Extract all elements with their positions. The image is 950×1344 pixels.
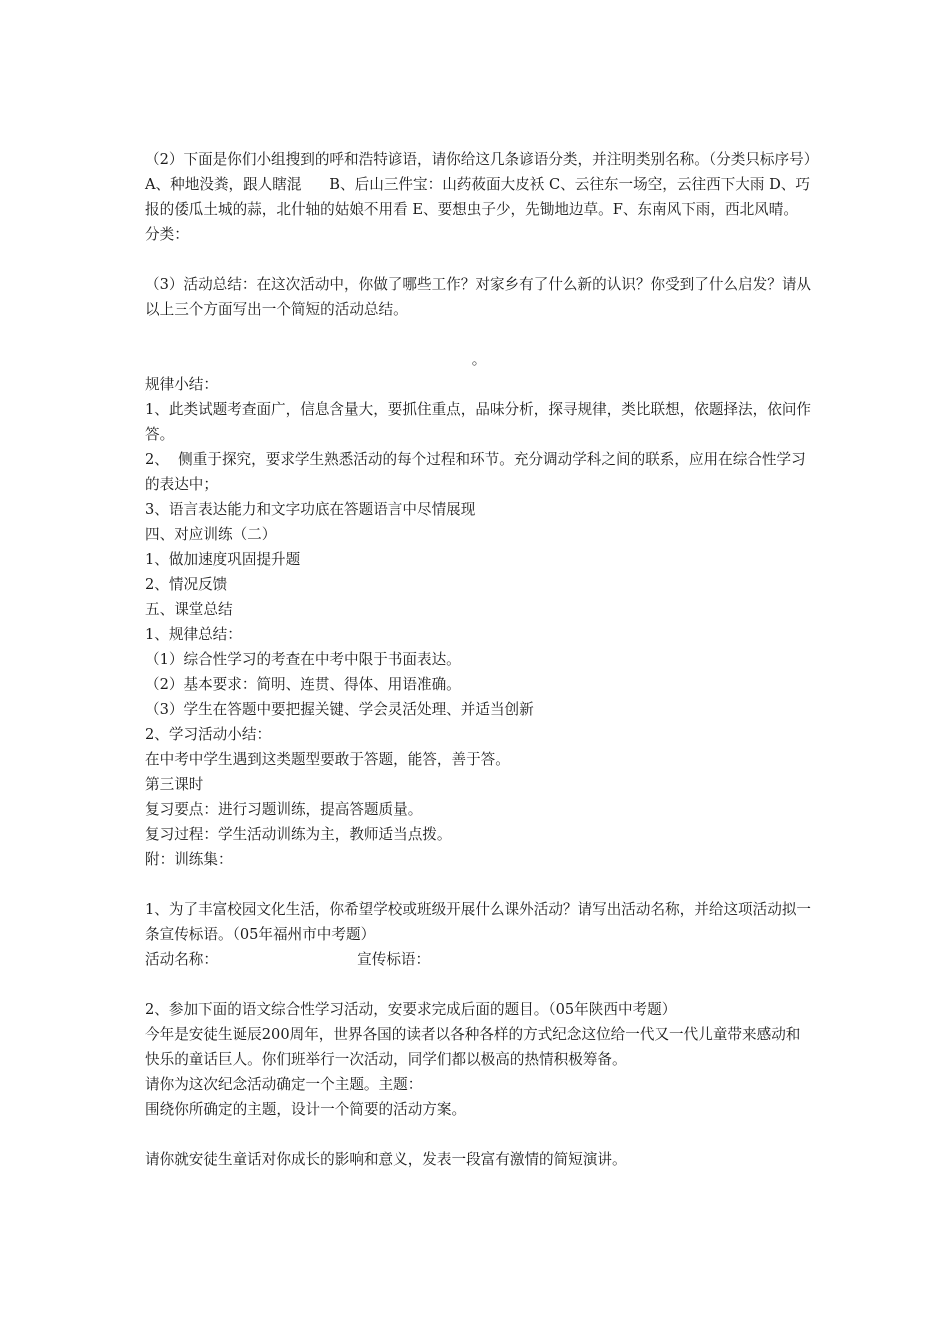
section-5-item-2-text: 在中考中学生遇到这类题型要敢于答题，能答，善于答。 [145, 751, 510, 768]
section-5-item-1: 1、规律总结： [145, 626, 242, 643]
blank-line [145, 1122, 813, 1147]
exercise-2-context: 今年是安徒生诞辰200周年，世界各国的读者以各种各样的方式纪念这位给一代又一代儿童带来感动和快乐的童话巨人。你们班举行一次活动，同学们都以极高的热情积极筹备。 [145, 1026, 801, 1068]
exercise-1: 1、为了丰富校园文化生活，你希望学校或班级开展什么课外活动？请写出活动名称，并给这项活动拟一条宣传标语。（05年福州市中考题） [145, 901, 812, 943]
section-5-sub-3: （3）学生在答题中要把握关键、学会灵活处理、并适当创新 [145, 701, 534, 718]
exercise-2-question-1: 请你为这次纪念活动确定一个主题。主题： [145, 1076, 423, 1093]
section-5-sub-1: （1）综合性学习的考查在中考中限于书面表达。 [145, 651, 461, 668]
exercise-2: 2、参加下面的语文综合性学习活动，安要求完成后面的题目。（05年陕西中考题） [145, 1001, 677, 1018]
exercise-1-fields: 活动名称： 宣传标语： [145, 951, 431, 968]
section-5-item-2: 2、学习活动小结： [145, 726, 272, 743]
review-process: 复习过程：学生活动训练为主，教师适当点拨。 [145, 826, 452, 843]
section-4-heading: 四、对应训练（二） [145, 526, 277, 543]
rule-summary-title: 规律小结： [145, 376, 218, 393]
rule-item-3: 3、语言表达能力和文字功底在答题语言中尽情展现 [145, 501, 476, 518]
exercise-2-question-3: 请你就安徒生童话对你成长的影响和意义，发表一段富有激情的简短演讲。 [145, 1151, 627, 1168]
blank-line [145, 872, 813, 897]
lesson-3-title: 第三课时 [145, 776, 204, 793]
blank-line [145, 247, 813, 272]
section-4-item-1: 1、做加速度巩固提升题 [145, 551, 301, 568]
section-5-sub-2: （2）基本要求：简明、连贯、得体、用语准确。 [145, 676, 461, 693]
rule-item-1: 1、此类试题考查面广，信息含量大，要抓住重点，品味分析，探寻规律，类比联想，依题择法，依问作答。 [145, 401, 812, 443]
question-2-intro: （2）下面是你们小组搜到的呼和浩特谚语，请你给这几条谚语分类，并注明类别名称。（分类只标序号） [145, 151, 819, 168]
blank-line [145, 322, 813, 347]
document-body [145, 147, 877, 1172]
appendix-heading: 附：训练集： [145, 851, 233, 868]
rule-item-2: 2、 侧重于探究，要求学生熟悉活动的每个过程和环节。充分调动学科之间的联系，应用在综合性学习的表达中； [145, 451, 806, 493]
question-3-summary: （3）活动总结：在这次活动中，你做了哪些工作？对家乡有了什么新的认识？你受到了什么启发？请从以上三个方面写出一个简短的活动总结。 [145, 276, 812, 318]
period-mark: 。 [471, 351, 487, 368]
section-5-heading: 五、课堂总结 [145, 601, 233, 618]
blank-line [145, 972, 813, 997]
section-4-item-2: 2、情况反馈 [145, 576, 228, 593]
exercise-2-question-2: 围绕你所确定的主题，设计一个简要的活动方案。 [145, 1101, 467, 1118]
question-2-options: A、种地没粪，跟人瞎混 B、后山三件宝：山药莜面大皮袄 C、云往东一场空，云往西下大雨 D、巧报的倭瓜土城的蒜，北什轴的姑娘不用看 E、要想虫子少，先锄地边草。F、东南风下雨，西北风晴。 分类： [145, 176, 877, 243]
review-points: 复习要点：进行习题训练，提高答题质量。 [145, 801, 423, 818]
